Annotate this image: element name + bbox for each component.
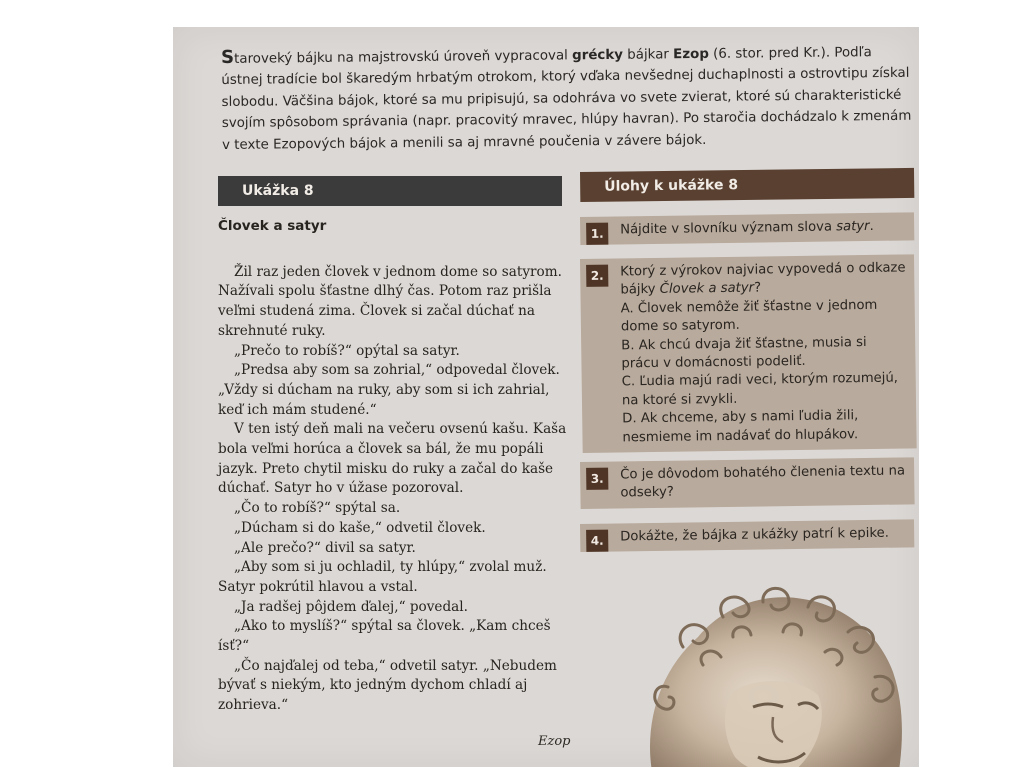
task-number: 1. [586,223,608,245]
task-italic: satyr [836,218,870,235]
tasks-header: Úlohy k ukážke 8 [580,168,914,202]
fable-text [218,217,578,716]
task-option-d: D. Ak chceme, aby s nami ľudia žili, nesmieme im nadávať do hlupákov. [622,408,859,446]
fable-paragraph: V ten istý deň mali na večeru ovsenú kašu. Kaša bola veľmi horúca a človek sa bál, že mu popáli jazyk. Preto chytil misku do ruky a začal do kaše dúchať. Satyr ho v úžase pozoroval. [218,421,567,497]
fable-paragraph: „Ja radšej pôjdem ďalej,“ povedal. [234,598,468,615]
intro-paragraph [221,40,916,156]
intro-text-1: taroveký bájku na majstrovskú úroveň vypracoval [234,48,573,67]
fable-title: Človek a satyr [218,218,327,234]
intro-text-2: bájkar [622,47,674,63]
fable-paragraph: „Ako to myslíš?“ spýtal sa človek. „Kam chceš ísť?“ [218,618,551,655]
textbook-page [173,27,919,767]
task-italic: Človek a satyr [659,280,755,298]
task-option-a: A. Človek nemôže žiť šťastne v jednom dome so satyrom. [620,297,878,335]
fable-paragraph: „Predsa aby som sa zohrial,“ odpovedal človek. „Vždy si dúcham na ruky, aby som si ich zahrial, keď ich mám studené.“ [218,362,560,418]
task-2 [580,254,917,453]
intro-bold-2: Ezop [673,46,709,63]
sample-header: Ukážka 8 [218,176,562,206]
task-option-b: B. Ak chcú dvaja žiť šťastne, musia si prácu v domácnosti podeliť. [621,334,867,372]
fable-author: Ezop [538,734,571,749]
task-text-end: ? [753,280,762,296]
task-option-c: C. Ľudia majú radi veci, ktorým rozumejú, na ktoré si zvykli. [621,371,899,409]
fable-paragraph: „Čo to robíš?“ spýtal sa. [234,500,401,517]
task-text: Čo je dôvodom bohatého členenia textu na odseky? [620,463,906,501]
task-number: 2. [586,265,608,287]
fable-paragraph: „Čo najďalej od teba,“ odvetil satyr. „Nebudem bývať s niekým, kto jedným dychom chladí aj zohrieva.“ [218,657,557,714]
task-text-end: . [869,218,874,234]
satyr-statue-image [613,577,919,767]
fable-paragraph: „Ale prečo?“ divil sa satyr. [234,539,416,556]
task-number: 4. [586,530,608,552]
intro-dropcap: S [221,46,235,68]
task-1 [580,212,914,245]
task-text: Dokážte, že bájka z ukážky patrí k epike. [620,525,889,545]
task-3 [580,457,915,508]
task-text: Ktorý z výrokov najviac vypovedá o odkaze bájky [620,260,906,298]
task-text: Nájdite v slovníku význam slova [620,219,837,238]
fable-paragraph: „Aby som si ju ochladil, ty hlúpy,“ zvolal muž. Satyr pokrútil hlavou a vstal. [218,559,547,595]
task-number: 3. [586,468,608,490]
fable-paragraph: Žil raz jeden človek v jednom dome so satyrom. Nažívali spolu šťastne dlhý čas. Potom raz prišla veľmi studená zima. Človek si začal dúchať na skrehnuté ruky. [218,263,562,339]
fable-paragraph: „Dúcham si do kaše,“ odvetil človek. [234,519,486,536]
intro-bold-1: grécky [572,47,624,64]
fable-paragraph: „Prečo to robíš?“ opýtal sa satyr. [234,342,460,359]
task-4 [580,519,914,552]
intro-text-3: (6. stor. pred Kr.). Podľa ústnej tradície bol škaredým hrbatým otrokom, ktorý vďaka nevšednej duchaplnosti a ostrovtipu získal slobodu. Väčšina bájok, ktoré sa mu pripisujú, sa odohráva vo svete zvierat, ktoré sú charakteristické svojím spôsobom správania (napr. pracovitý mravec, hlúpy havran). Po staročia dochádzalo k zmenám v texte Ezopových bájok a menili sa aj mravné poučenia v závere bájok. [221,45,912,153]
